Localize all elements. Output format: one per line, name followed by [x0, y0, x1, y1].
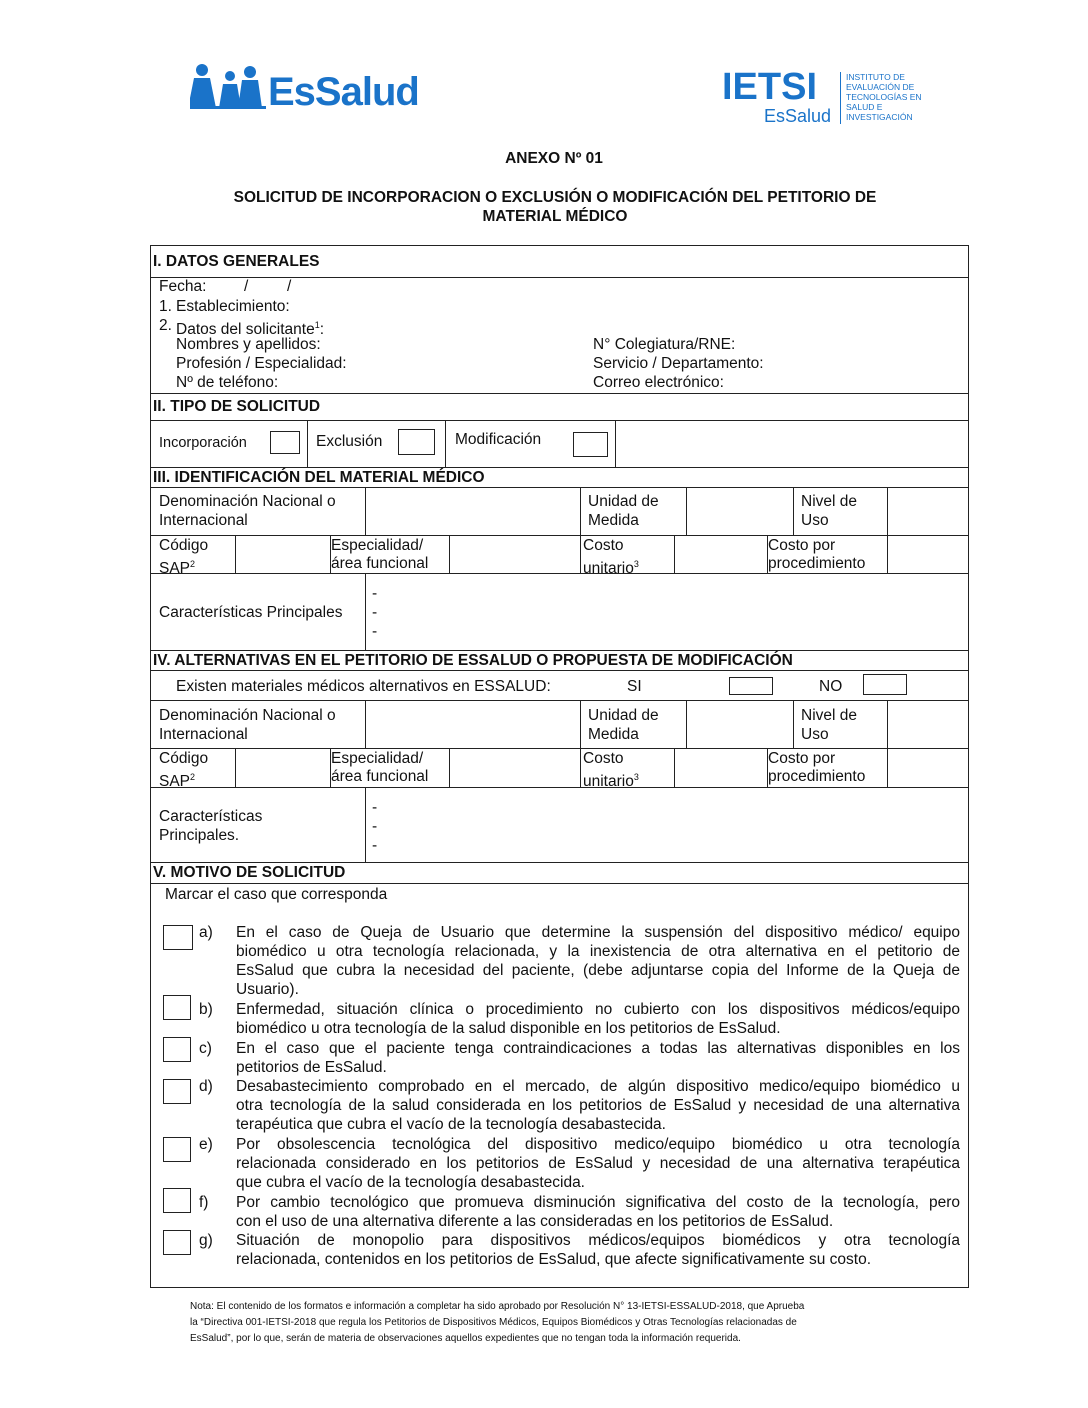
- footnote-1-marker: 1: [314, 320, 320, 330]
- item-number-2: 2.: [159, 317, 172, 334]
- costo-procedimiento-label: Costo por procedimiento: [768, 537, 866, 572]
- especialidad-label: Especialidad/ área funcional: [331, 750, 429, 785]
- modificacion-checkbox[interactable]: [573, 432, 608, 457]
- no-label: NO: [819, 678, 843, 695]
- alternativas-question: Existen materiales médicos alternativos en ESSALUD:: [176, 678, 551, 695]
- motivo-g-checkbox[interactable]: [163, 1230, 191, 1255]
- motivo-e-letter: e): [199, 1136, 213, 1153]
- caracteristicas-label: Características Principales.: [159, 808, 263, 844]
- footnote-2-marker: 2: [190, 772, 196, 782]
- costo-unitario-label: Costo unitario$^3$: [583, 537, 639, 578]
- essalud-logo: [190, 62, 430, 122]
- no-checkbox[interactable]: [863, 674, 907, 695]
- item-number-1: 1.: [159, 298, 172, 315]
- approval-note: Nota: El contenido de los formatos e información a completar ha sido aprobado por Resolución N° 13-IETSI-ESSALUD-2018, que Aprueba la “Directiva 001-IETSI-2018 que regula los Petitorios de Dispositivos Médicos, Equipos Biomédicos y Otras Tecnologías relacionadas de EsSalud”, por lo que, serán de materia de observaciones aquellos expedientes que no tengan toda la información requerida.: [190, 1301, 805, 1344]
- denominacion-label: Denominación Nacional o Internacional: [159, 493, 336, 529]
- fecha-separator-1: /: [244, 278, 249, 295]
- caracteristica-bullet: -: [372, 818, 378, 835]
- fecha-separator-2: /: [287, 278, 292, 295]
- codigo-sap-label: Código SAP$^2$: [159, 750, 209, 791]
- section-1-title: I. DATOS GENERALES: [153, 253, 320, 270]
- telefono-label: Nº de teléfono:: [176, 374, 279, 391]
- caracteristica-bullet: -: [372, 623, 378, 640]
- especialidad-label: Especialidad/ área funcional: [331, 537, 429, 572]
- annex-number: ANEXO Nº 01: [505, 150, 603, 167]
- essalud-logo-text: EsSalud: [268, 70, 419, 114]
- ietsi-logo-main: IETSI: [722, 66, 818, 108]
- motivo-g-letter: g): [199, 1232, 213, 1249]
- motivo-b-letter: b): [199, 1001, 213, 1018]
- caracteristica-bullet: -: [372, 604, 378, 621]
- si-label: SI: [627, 678, 642, 695]
- servicio-label: Servicio / Departamento:: [593, 355, 764, 372]
- ietsi-tagline: INSTITUTO DE EVALUACIÓN DE TECNOLOGÍAS EN SALUD E INVESTIGACIÓN: [846, 72, 922, 122]
- caracteristica-bullet: -: [372, 799, 378, 816]
- denominacion-label: Denominación Nacional o Internacional: [159, 707, 336, 743]
- nombres-label: Nombres y apellidos:: [176, 336, 321, 353]
- unidad-medida-label: Unidad de Medida: [588, 493, 659, 529]
- costo-unitario-label: Costo unitario$^3$: [583, 750, 639, 791]
- footnote-2-marker: 2: [190, 559, 196, 569]
- document-title-line2: MATERIAL MÉDICO: [482, 208, 628, 225]
- document-title-line1: SOLICITUD DE INCORPORACION O EXCLUSIÓN O MODIFICACIÓN DEL PETITORIO DE: [233, 189, 877, 206]
- motivo-e-checkbox[interactable]: [163, 1137, 191, 1162]
- modificacion-label: Modificación: [455, 431, 542, 448]
- costo-procedimiento-label: Costo por procedimiento: [768, 750, 866, 785]
- caracteristicas-label: Características Principales: [159, 604, 343, 621]
- nivel-uso-label: Nivel de Uso: [801, 707, 857, 743]
- exclusion-checkbox[interactable]: [398, 429, 435, 455]
- footnote-3-marker: 3: [633, 559, 639, 569]
- profesion-label: Profesión / Especialidad:: [176, 355, 347, 372]
- correo-label: Correo electrónico:: [593, 374, 724, 391]
- solicitante-label: Datos del solicitante$^1$:: [176, 320, 325, 339]
- motivo-b-checkbox[interactable]: [163, 995, 191, 1020]
- motivo-c-letter: c): [199, 1040, 212, 1057]
- footnote-3-marker: 3: [633, 772, 639, 782]
- section-4-title: IV. ALTERNATIVAS EN EL PETITORIO DE ESSALUD O PROPUESTA DE MODIFICACIÓN: [153, 652, 793, 669]
- incorporacion-checkbox[interactable]: [270, 431, 300, 454]
- nivel-uso-label: Nivel de Uso: [801, 493, 857, 529]
- si-checkbox[interactable]: [729, 677, 773, 695]
- incorporacion-label: Incorporación: [159, 435, 247, 451]
- ietsi-logo: [722, 66, 942, 132]
- ietsi-logo-sub: EsSalud: [764, 106, 832, 126]
- family-icon: [190, 62, 268, 118]
- motivo-c-checkbox[interactable]: [163, 1037, 191, 1062]
- motivo-d-letter: d): [199, 1078, 213, 1095]
- motivo-instruction: Marcar el caso que corresponda: [165, 886, 388, 903]
- motivo-a-letter: a): [199, 924, 213, 941]
- section-5-title: V. MOTIVO DE SOLICITUD: [153, 864, 346, 881]
- establecimiento-label: Establecimiento:: [176, 298, 290, 315]
- caracteristica-bullet: -: [372, 837, 378, 854]
- motivo-d-checkbox[interactable]: [163, 1079, 191, 1104]
- caracteristica-bullet: -: [372, 585, 378, 602]
- section-3-title: III. IDENTIFICACIÓN DEL MATERIAL MÉDICO: [153, 469, 485, 486]
- codigo-sap-label: Código SAP$^2$: [159, 537, 209, 578]
- motivo-f-checkbox[interactable]: [163, 1188, 191, 1213]
- section-2-title: II. TIPO DE SOLICITUD: [153, 398, 321, 415]
- colegiatura-label: N° Colegiatura/RNE:: [593, 336, 736, 353]
- fecha-label: Fecha:: [159, 278, 207, 295]
- motivo-a-checkbox[interactable]: [163, 925, 193, 950]
- exclusion-label: Exclusión: [316, 433, 383, 450]
- unidad-medida-label: Unidad de Medida: [588, 707, 659, 743]
- motivo-f-letter: f): [199, 1194, 209, 1211]
